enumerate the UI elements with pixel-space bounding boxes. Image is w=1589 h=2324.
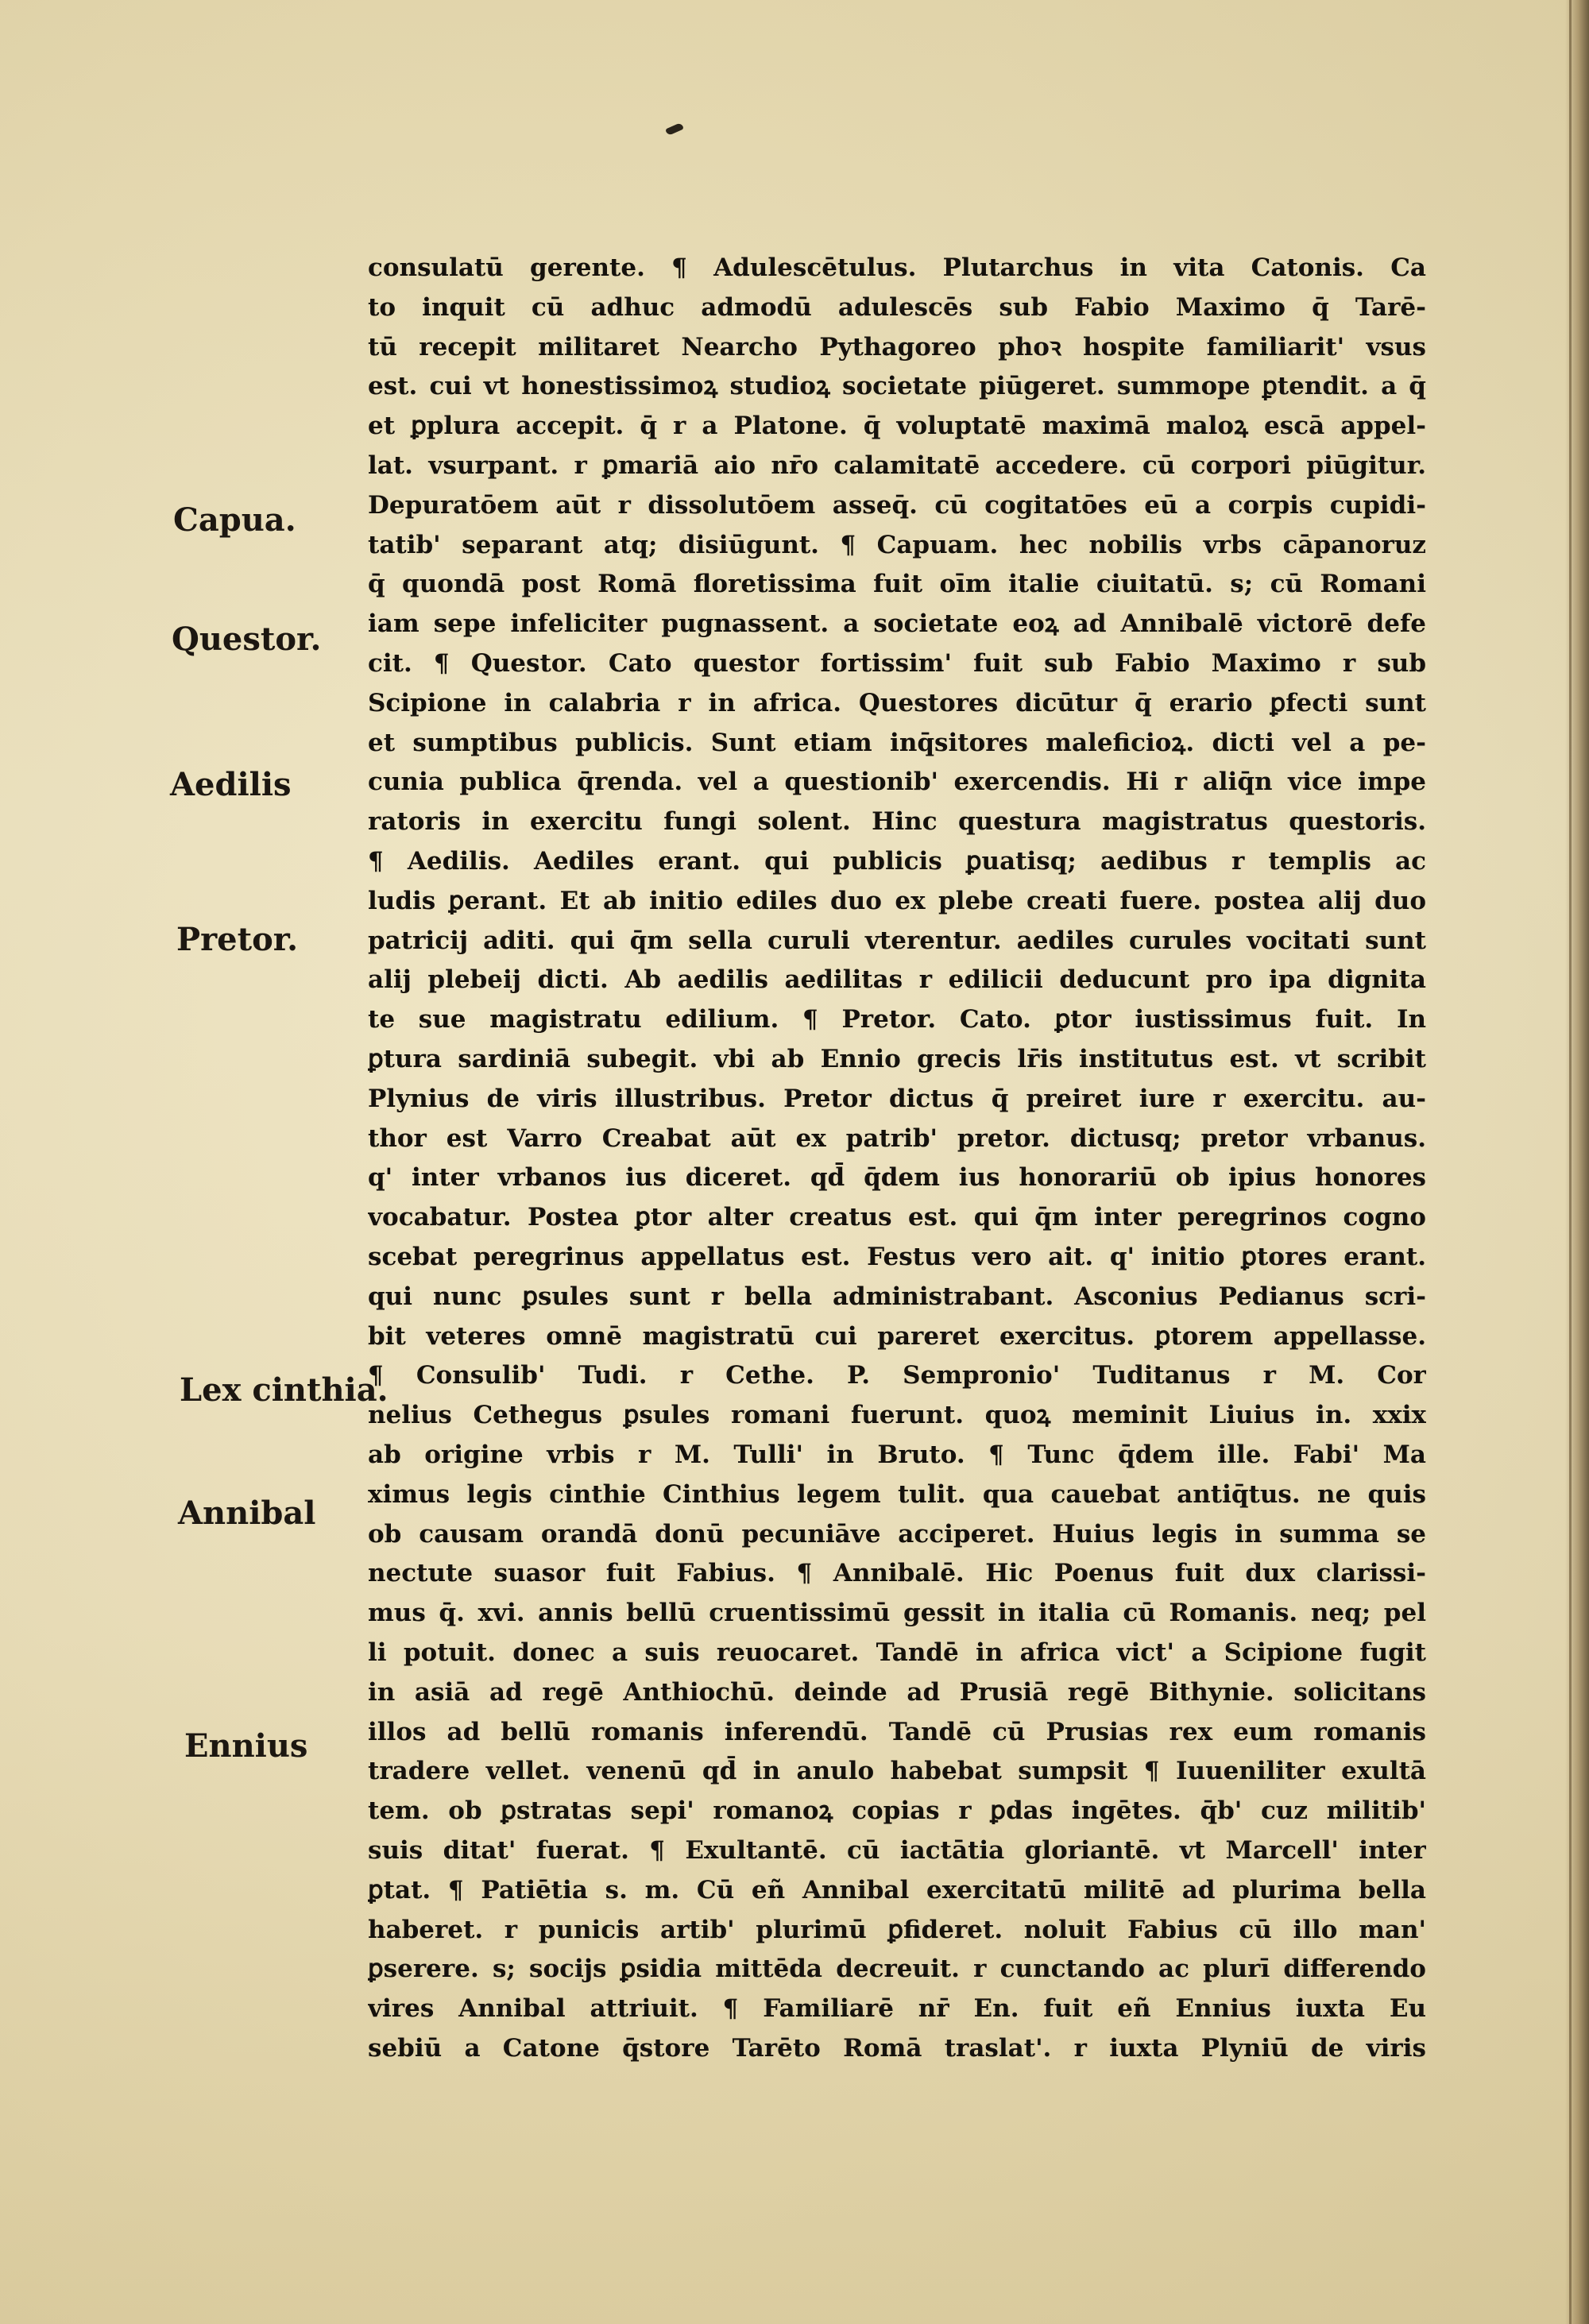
text-line: ximus legis cinthie Cinthius legem tulit. qua cauebat antiq̄tus. ne quis <box>368 1480 1426 1509</box>
text-line: est. cui vt honestissimoꝝ studioꝝ societate piūgeret. summope ꝑtendit. a q̄ <box>368 372 1426 400</box>
text-line: ¶ Consulib' Tudi. r Cethe. P. Sempronio' Tuditanus r M. Cor <box>368 1361 1426 1390</box>
text-line: in asiā ad regē Anthiochū. deinde ad Prusiā regē Bithynie. solicitans <box>368 1678 1426 1707</box>
text-line: Plynius de viris illustribus. Pretor dictus q̄ preiret iure r exercitu. au- <box>368 1085 1426 1113</box>
text-line: ꝑserere. s; socijs ꝑsidia mittēda decreuit. r cunctando ac plurī differendo <box>368 1955 1426 1983</box>
text-line: consulatū gerente. ¶ Adulescētulus. Plutarchus in vita Catonis. Ca <box>368 253 1426 282</box>
margin-notes <box>0 0 389 2324</box>
text-line: et sumptibus publicis. Sunt etiam inq̄sitores maleficioꝝ. dicti vel a pe- <box>368 729 1426 757</box>
text-line: lat. vsurpant. r ꝑmariā aio nr̄o calamitatē accedere. cū corpori piūgitur. <box>368 451 1426 480</box>
margin-note-lex-cinthia: Lex cinthia. <box>180 1371 389 1409</box>
margin-note-aedilis: Aedilis <box>170 766 292 803</box>
margin-note-ennius: Ennius <box>184 1727 308 1765</box>
text-line: scebat peregrinus appellatus est. Festus vero ait. q' initio ꝑtores erant. <box>368 1243 1426 1271</box>
text-line: ob causam orandā donū pecuniāve acciperet. Huius legis in summa se <box>368 1520 1426 1549</box>
text-line: patricij aditi. qui q̄m sella curuli vterentur. aediles curules vocitati sunt <box>368 926 1426 955</box>
text-line: suis ditat' fuerat. ¶ Exultantē. cū iactātia gloriantē. vt Marcell' inter <box>368 1836 1426 1865</box>
text-line: Depuratōem aūt r dissolutōem asseq̄. cū cogitatōes eū a corpis cupidi- <box>368 491 1426 520</box>
text-line: sebiū a Catone q̄store Tarēto Romā traslat'. r iuxta Plyniū de viris <box>368 2034 1426 2063</box>
text-line: ludis ꝑerant. Et ab initio ediles duo ex plebe creati fuere. postea alij duo <box>368 887 1426 915</box>
margin-note-capua: Capua. <box>173 501 296 539</box>
text-line: Scipione in calabria r in africa. Questores dicūtur q̄ erario ꝑfecti sunt <box>368 689 1426 717</box>
text-line: ꝑtat. ¶ Patiētia s. m. Cū eñ Annibal exercitatū militē ad plurima bella <box>368 1876 1426 1904</box>
text-line: ¶ Aedilis. Aediles erant. qui publicis ꝑuatisq; aedibus r templis ac <box>368 847 1426 876</box>
margin-note-annibal: Annibal <box>178 1495 316 1532</box>
text-line: ratoris in exercitu fungi solent. Hinc questura magistratus questoris. <box>368 807 1426 836</box>
text-line: tradere vellet. venenū qd̄ in anulo habebat sumpsit ¶ Iuueniliter exultā <box>368 1757 1426 1785</box>
text-line: haberet. r punicis artib' plurimū ꝑfideret. noluit Fabius cū illo man' <box>368 1916 1426 1944</box>
text-line: cit. ¶ Questor. Cato questor fortissim' fuit sub Fabio Maximo r sub <box>368 649 1426 678</box>
text-line: alij plebeij dicti. Ab aedilis aedilitas r edilicii deducunt pro ipa dignita <box>368 965 1426 994</box>
margin-note-questor: Questor. <box>172 621 322 658</box>
text-line: vocabatur. Postea ꝑtor alter creatus est. qui q̄m inter peregrinos cogno <box>368 1203 1426 1232</box>
text-line: qui nunc ꝑsules sunt r bella administrabant. Asconius Pedianus scri- <box>368 1282 1426 1311</box>
text-line: cunia publica q̄renda. vel a questionib' exercendis. Hi r aliq̄n vice impe <box>368 768 1426 796</box>
text-line: vires Annibal attriuit. ¶ Familiarē nr̄ En. fuit eñ Ennius iuxta Eu <box>368 1994 1426 2023</box>
text-line: illos ad bellū romanis inferendū. Tandē cū Prusias rex eum romanis <box>368 1718 1426 1746</box>
main-text-block <box>368 253 1426 2112</box>
text-line: tatib' separant atq; disiūgunt. ¶ Capuam. hec nobilis vrbs cāpanoruz <box>368 531 1426 559</box>
text-line: mus q̄. xvi. annis bellū cruentissimū gessit in italia cū Romanis. neq; pel <box>368 1599 1426 1627</box>
text-line: tem. ob ꝑstratas sepi' romanoꝝ copias r ꝑdas ingētes. q̄b' cuz militib' <box>368 1796 1426 1825</box>
page-edge-line <box>1569 0 1572 2324</box>
text-line: to inquit cū adhuc admodū adulescēs sub Fabio Maximo q̄ Tarē- <box>368 293 1426 322</box>
text-line: q' inter vrbanos ius diceret. qd̄ q̄dem ius honorariū ob ipius honores <box>368 1163 1426 1192</box>
text-line: bit veteres omnē magistratū cui pareret exercitus. ꝑtorem appellasse. <box>368 1322 1426 1351</box>
text-line: thor est Varro Creabat aūt ex patrib' pretor. dictusq; pretor vrbanus. <box>368 1124 1426 1153</box>
text-line: te sue magistratu edilium. ¶ Pretor. Cato. ꝑtor iustissimus fuit. In <box>368 1005 1426 1034</box>
ink-mark <box>665 122 684 136</box>
text-line: nelius Cethegus ꝑsules romani fuerunt. quoꝝ meminit Liuius in. xxix <box>368 1401 1426 1429</box>
margin-note-pretor: Pretor. <box>176 921 299 958</box>
text-line: ab origine vrbis r M. Tulli' in Bruto. ¶ Tunc q̄dem ille. Fabi' Ma <box>368 1440 1426 1469</box>
text-line: tū recepit militaret Nearcho Pythagoreo phoꝛ hospite familiarit' vsus <box>368 333 1426 362</box>
text-line: ꝑtura sardiniā subegit. vbi ab Ennio grecis lr̄is institutus est. vt scribit <box>368 1045 1426 1073</box>
text-line: q̄ quondā post Romā floretissima fuit oīm italie ciuitatū. s; cū Romani <box>368 570 1426 598</box>
text-line: li potuit. donec a suis reuocaret. Tandē in africa vict' a Scipione fugit <box>368 1638 1426 1667</box>
text-line: iam sepe infeliciter pugnassent. a societate eoꝝ ad Annibalē victorē defe <box>368 609 1426 638</box>
text-line: nectute suasor fuit Fabius. ¶ Annibalē. Hic Poenus fuit dux clarissi- <box>368 1559 1426 1587</box>
text-line: et ꝑplura accepit. q̄ r a Platone. q̄ voluptatē maximā maloꝝ escā appel- <box>368 412 1426 440</box>
